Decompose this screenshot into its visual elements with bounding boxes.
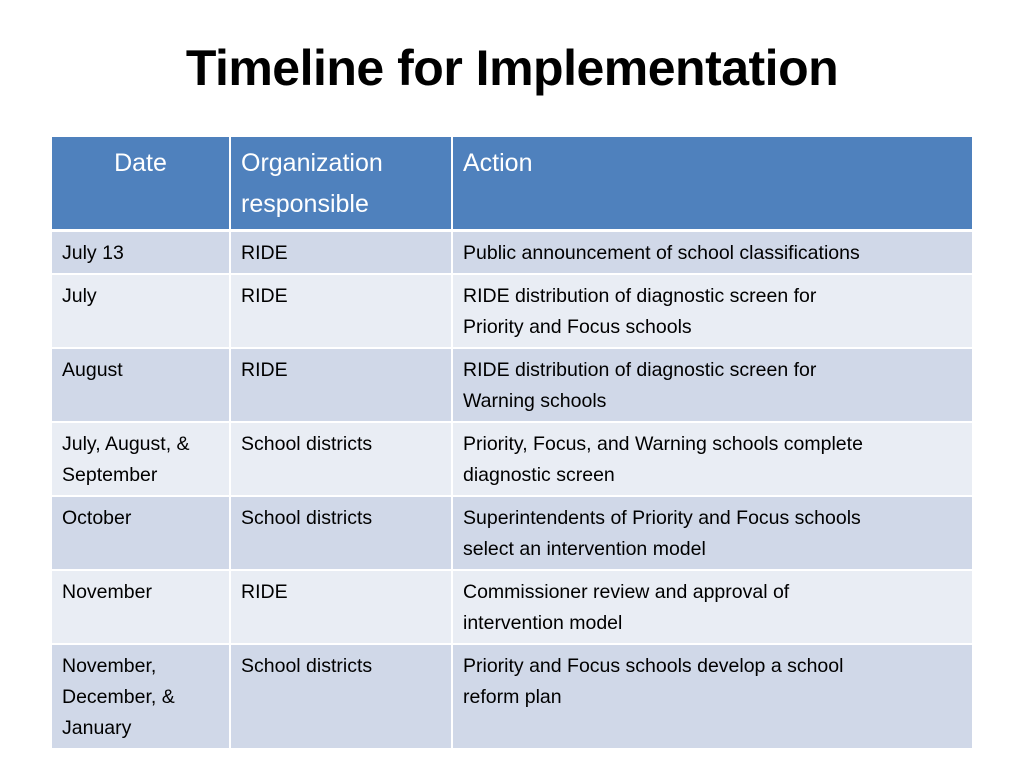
cell-action bbox=[452, 496, 972, 570]
cell-organization bbox=[230, 644, 452, 748]
cell-organization bbox=[230, 231, 452, 275]
cell-action-line: RIDE distribution of diagnostic screen for bbox=[463, 285, 817, 307]
cell-action bbox=[452, 274, 972, 348]
cell-action-line: Priority and Focus schools bbox=[463, 316, 692, 338]
header-organization-label-line1: Organization bbox=[241, 149, 383, 177]
cell-date bbox=[52, 644, 230, 748]
cell-organization bbox=[230, 570, 452, 644]
cell-action-line: Superintendents of Priority and Focus schools bbox=[463, 507, 861, 529]
cell-date-line: November, bbox=[62, 655, 157, 677]
table-header-row bbox=[52, 137, 972, 231]
header-organization bbox=[230, 137, 452, 231]
table-row bbox=[52, 496, 972, 570]
cell-date-line: October bbox=[62, 507, 132, 529]
cell-date-line: July bbox=[62, 285, 97, 307]
timeline-table bbox=[52, 137, 972, 748]
slide-title: Timeline for Implementation bbox=[185, 40, 839, 96]
cell-action-line: Warning schools bbox=[463, 390, 607, 412]
cell-organization-line: RIDE bbox=[241, 581, 288, 603]
cell-organization-line: School districts bbox=[241, 507, 373, 529]
cell-organization bbox=[230, 274, 452, 348]
table-row bbox=[52, 348, 972, 422]
cell-action-line: Public announcement of school classifications bbox=[463, 242, 860, 264]
cell-organization bbox=[230, 496, 452, 570]
cell-date-line: November bbox=[62, 581, 152, 603]
cell-date-line: January bbox=[62, 717, 132, 739]
header-organization-label-line2: responsible bbox=[241, 190, 369, 218]
cell-organization bbox=[230, 348, 452, 422]
cell-organization-line: School districts bbox=[241, 655, 373, 677]
cell-date-line: December, & bbox=[62, 686, 175, 708]
header-action-label: Action bbox=[463, 149, 533, 177]
cell-action bbox=[452, 422, 972, 496]
header-date-label: Date bbox=[114, 149, 167, 177]
cell-organization-line: RIDE bbox=[241, 242, 288, 264]
table-row bbox=[52, 422, 972, 496]
cell-date bbox=[52, 274, 230, 348]
cell-date bbox=[52, 422, 230, 496]
cell-action bbox=[452, 644, 972, 748]
table-row bbox=[52, 274, 972, 348]
cell-date bbox=[52, 570, 230, 644]
cell-date bbox=[52, 231, 230, 275]
cell-action-line: Priority and Focus schools develop a school bbox=[463, 655, 844, 677]
cell-action-line: diagnostic screen bbox=[463, 464, 615, 486]
cell-date-line: July 13 bbox=[62, 242, 124, 264]
cell-date-line: August bbox=[62, 359, 123, 381]
cell-organization-line: RIDE bbox=[241, 285, 288, 307]
cell-action-line: reform plan bbox=[463, 686, 562, 708]
header-date bbox=[52, 137, 230, 231]
table-row bbox=[52, 570, 972, 644]
table-row bbox=[52, 231, 972, 275]
cell-action-line: intervention model bbox=[463, 612, 623, 634]
cell-action bbox=[452, 570, 972, 644]
cell-action bbox=[452, 231, 972, 275]
cell-organization-line: RIDE bbox=[241, 359, 288, 381]
header-action bbox=[452, 137, 972, 231]
cell-date-line: September bbox=[62, 464, 158, 486]
cell-organization bbox=[230, 422, 452, 496]
cell-date bbox=[52, 496, 230, 570]
cell-action-line: select an intervention model bbox=[463, 538, 706, 560]
table-row bbox=[52, 644, 972, 748]
cell-organization-line: School districts bbox=[241, 433, 373, 455]
cell-action-line: Priority, Focus, and Warning schools complete bbox=[463, 433, 863, 455]
cell-date-line: July, August, & bbox=[62, 433, 190, 455]
cell-action-line: RIDE distribution of diagnostic screen for bbox=[463, 359, 817, 381]
cell-date bbox=[52, 348, 230, 422]
cell-action-line: Commissioner review and approval of bbox=[463, 581, 790, 603]
cell-action bbox=[452, 348, 972, 422]
